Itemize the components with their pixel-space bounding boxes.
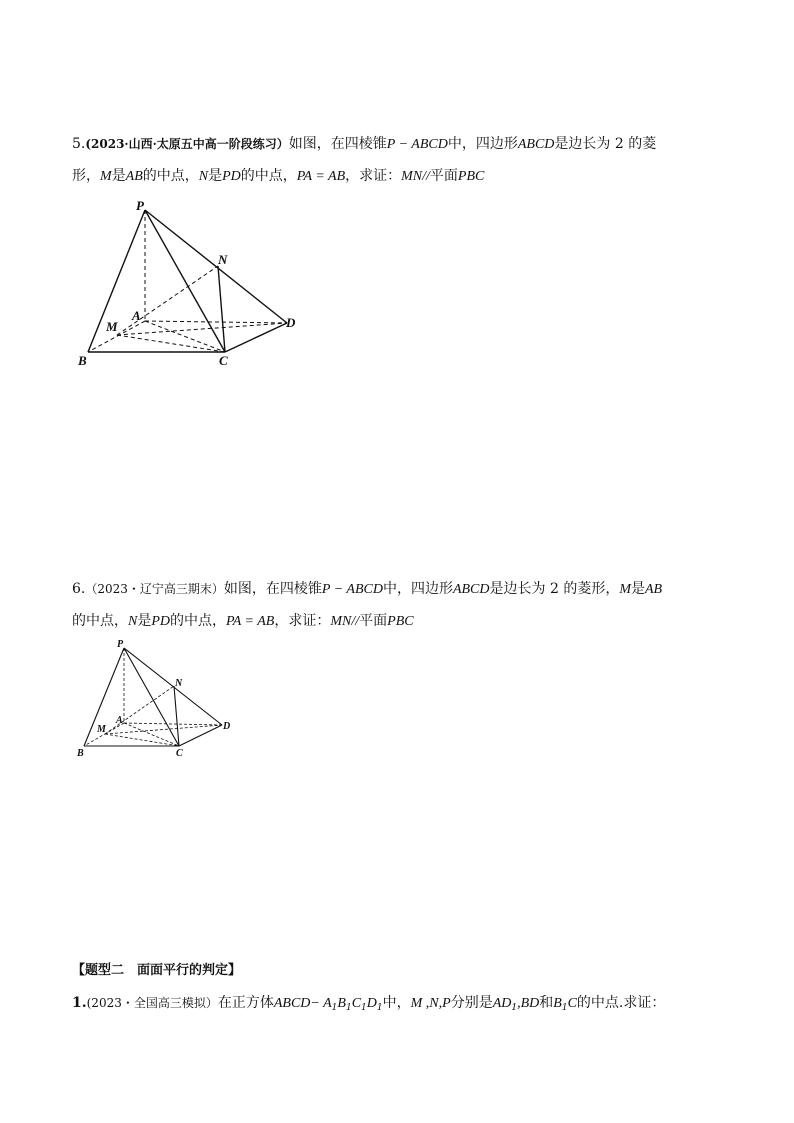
label-C: C: [219, 353, 228, 368]
edge-NC: [174, 686, 179, 746]
q6-text: 的中点，: [170, 613, 227, 629]
q5-math: ABCD: [517, 137, 555, 152]
q5-math: PD: [222, 169, 241, 184]
q6-math: ABCD: [452, 582, 490, 597]
q6-line-1: [72, 579, 732, 600]
q1-text: 在正方体: [217, 995, 274, 1011]
q5-text: ，求证：: [345, 168, 402, 184]
q1-math: B: [553, 996, 562, 1011]
edge-PC: [145, 210, 225, 352]
q6-text: 的中点，: [72, 613, 128, 629]
q6-text: 如图，在四棱锥: [223, 581, 322, 597]
section-heading: 【题型二 面面平行的判定】: [72, 963, 242, 978]
q5-math: M: [100, 169, 112, 184]
q5-text: 平面: [429, 168, 458, 184]
q1-text: 和: [539, 995, 554, 1011]
q1-math: B: [337, 996, 346, 1011]
q6-math: P − ABCD: [321, 582, 383, 597]
q6-text: 是: [137, 613, 152, 629]
label-C: C: [176, 748, 183, 759]
q6-pyramid-figure: [72, 636, 242, 761]
q1-line-1: [72, 993, 732, 1018]
q5-text: 是: [208, 168, 223, 184]
q5-math: PA = AB: [296, 169, 346, 184]
q6-math: PD: [151, 614, 171, 629]
q1-subscript: 1: [511, 1003, 518, 1013]
q1-math: C: [567, 996, 577, 1011]
q5-math: P − ABCD: [386, 137, 448, 152]
label-D: D: [223, 721, 231, 732]
q1-subscript: 1: [376, 1003, 383, 1013]
q6-number: 6.: [72, 581, 86, 597]
q6-text: ，求证：: [274, 613, 331, 629]
label-M: M: [97, 724, 106, 735]
label-P: P: [136, 198, 144, 213]
q5-source: (2023·山西·太原五中高一阶段练习）: [85, 137, 289, 151]
q1-subscript: 1: [331, 1003, 338, 1013]
label-P: P: [117, 639, 124, 650]
q5-line-2: [72, 166, 732, 187]
q5-number: 5.: [72, 136, 86, 152]
q6-text: 中，四边形: [382, 581, 453, 597]
edge-AC: [145, 321, 225, 352]
q1-math: ,BD: [517, 996, 540, 1011]
label-D: D: [286, 315, 296, 330]
q6-text: 平面: [359, 613, 388, 629]
edge-NC: [218, 266, 225, 352]
q5-math: PBC: [457, 169, 485, 184]
edge-MC: [117, 335, 225, 352]
q5-text: 是边长为 2 的菱: [554, 136, 657, 152]
edge-MC: [105, 734, 179, 746]
label-M: M: [106, 319, 118, 334]
q1-math: AD: [492, 996, 512, 1011]
q6-math: PA = AB: [226, 614, 275, 629]
q6-math: AB: [645, 582, 663, 597]
q5-math: AB: [125, 169, 143, 184]
q5-text: 中，四边形: [447, 136, 518, 152]
q6-math: PBC: [387, 614, 414, 629]
q5-text: 形，: [72, 168, 100, 184]
q6-math: N: [128, 614, 138, 629]
q1-math: D: [366, 996, 377, 1011]
edge-PD: [145, 210, 287, 323]
q6-line-2: [72, 611, 732, 632]
edge-MN: [117, 266, 218, 335]
edge-AD: [145, 321, 287, 323]
label-A: A: [116, 715, 123, 726]
edge-MD: [105, 725, 222, 734]
q5-text: 是: [111, 168, 126, 184]
edge-PC: [124, 648, 179, 746]
q5-text: 如图，在四棱锥: [288, 136, 387, 152]
q6-source: （2023・辽宁高三期末）: [85, 582, 224, 596]
q1-text: 的中点.求证：: [576, 995, 666, 1011]
edge-CD: [225, 323, 287, 352]
q1-subscript: 1: [345, 1003, 352, 1013]
label-N: N: [175, 678, 183, 689]
q6-text: 是: [631, 581, 645, 597]
q5-pyramid-figure: [70, 195, 310, 375]
q6-math: M: [619, 582, 631, 597]
q1-math: C: [351, 996, 362, 1011]
edge-MN: [105, 686, 174, 734]
q1-subscript: 1: [561, 1003, 568, 1013]
label-B: B: [77, 748, 84, 759]
q1-math: ABCD− A: [273, 996, 332, 1011]
edge-AC: [124, 723, 179, 746]
q6-math: MN//: [330, 614, 360, 629]
label-N: N: [218, 252, 228, 267]
q5-math: N: [198, 169, 209, 184]
q1-subscript: 1: [361, 1003, 367, 1013]
edge-MD: [117, 323, 287, 335]
q1-text: 中，: [382, 995, 411, 1011]
q5-line-1: [72, 134, 732, 155]
q1-number: 1.: [72, 995, 87, 1011]
label-A: A: [132, 308, 141, 323]
label-B: B: [78, 353, 87, 368]
q1-math: M ,N,P: [410, 996, 451, 1011]
q5-math: MN//: [401, 169, 430, 184]
edge-AD: [124, 723, 222, 725]
q6-text: 是边长为 2 的菱形，: [489, 581, 620, 597]
q1-source: (2023・全国高三模拟）: [86, 996, 218, 1010]
q5-text: 的中点，: [142, 168, 199, 184]
q1-text: 分别是: [450, 995, 493, 1011]
q5-text: 的中点，: [240, 168, 297, 184]
